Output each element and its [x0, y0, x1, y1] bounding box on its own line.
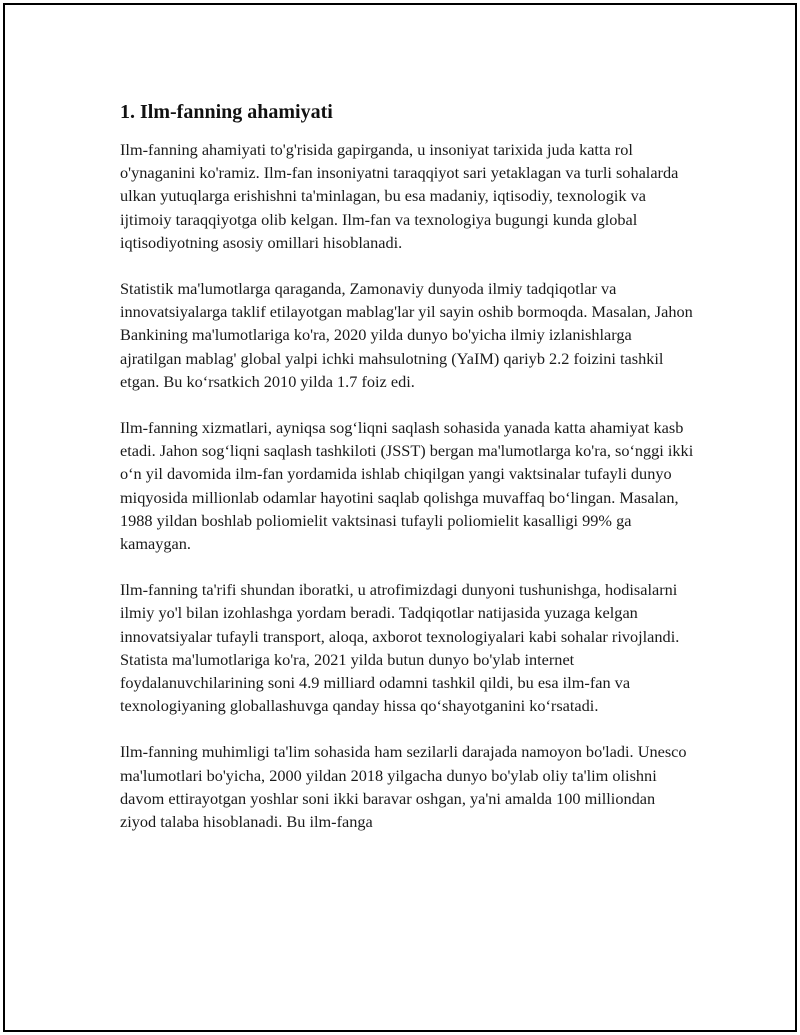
section-heading: 1. Ilm-fanning ahamiyati: [120, 101, 333, 123]
document-page: [3, 3, 797, 1032]
paragraph-education: Ilm-fanning muhimligi ta'lim sohasida ham sezilarli darajada namoyon bo'ladi. Unesco ma'lumotlari bo'yicha, 2000 yildan 2018 yilgacha dunyo bo'ylab oliy ta'lim olishni davom ettirayotgan yoshlar soni ikki baravar oshgan, ya'ni amalda 100 milliondan ziyod talaba hisoblanadi. Bu ilm-fanga: [120, 742, 687, 832]
paragraph-healthcare: Ilm-fanning xizmatlari, ayniqsa sog‘liqni saqlash sohasida yanada katta ahamiyat kasb etadi. Jahon sog‘liqni saqlash tashkiloti (JSST) bergan ma'lumotlarga ko'ra, so‘nggi ikki o‘n yil davomida ilm-fan yordamida ishlab chiqilgan yangi vaktsinalar tufayli dunyo miqyosida millionlab odamlar hayotini saqlab qolishga muvaffaq bo‘lingan. Masalan, 1988 yildan boshlab poliomielit vaktsinasi tufayli poliomielit kasalligi 99% ga kamaygan.: [120, 418, 694, 554]
document-content: [120, 100, 695, 856]
paragraph-statistics: Statistik ma'lumotlarga qaraganda, Zamonaviy dunyoda ilmiy tadqiqotlar va innovatsiyalarga taklif etilayotgan mablag'lar yil sayin oshib bormoqda. Masalan, Jahon Bankining ma'lumotlariga ko'ra, 2020 yilda dunyo bo'yicha ilmiy izlanishlarga ajratilgan mablag' global yalpi ichki mahsulotning (YaIM) qariyb 2.2 foizini tashkil etgan. Bu ko‘rsatkich 2010 yilda 1.7 foiz edi.: [120, 279, 693, 391]
paragraph-definition: Ilm-fanning ta'rifi shundan iboratki, u atrofimizdagi dunyoni tushunishga, hodisalarni ilmiy yo'l bilan izohlashga yordam beradi. Tadqiqotlar natijasida yuzaga kelgan innovatsiyalar tufayli transport, aloqa, axborot texnologiyalari kabi sohalar rivojlandi. Statista ma'lumotlariga ko'ra, 2021 yilda butun dunyo bo'ylab internet foydalanuvchilarining soni 4.9 milliard odamni tashkil qildi, bu esa ilm-fan va texnologiyaning globallashuvga qanday hissa qo‘shayotganini ko‘rsatadi.: [120, 580, 680, 716]
paragraph-importance: Ilm-fanning ahamiyati to'g'risida gapirganda, u insoniyat tarixida juda katta rol o'ynaganini ko'ramiz. Ilm-fan insoniyatni taraqqiyot sari yetaklagan va turli sohalarda ulkan yutuqlarga erishishni ta'minlagan, bu esa madaniy, iqtisodiy, texnologik va ijtimoiy taraqqiyotga olib kelgan. Ilm-fan va texnologiya bugungi kunda global iqtisodiyotning asosiy omillari hisoblanadi.: [120, 140, 679, 252]
